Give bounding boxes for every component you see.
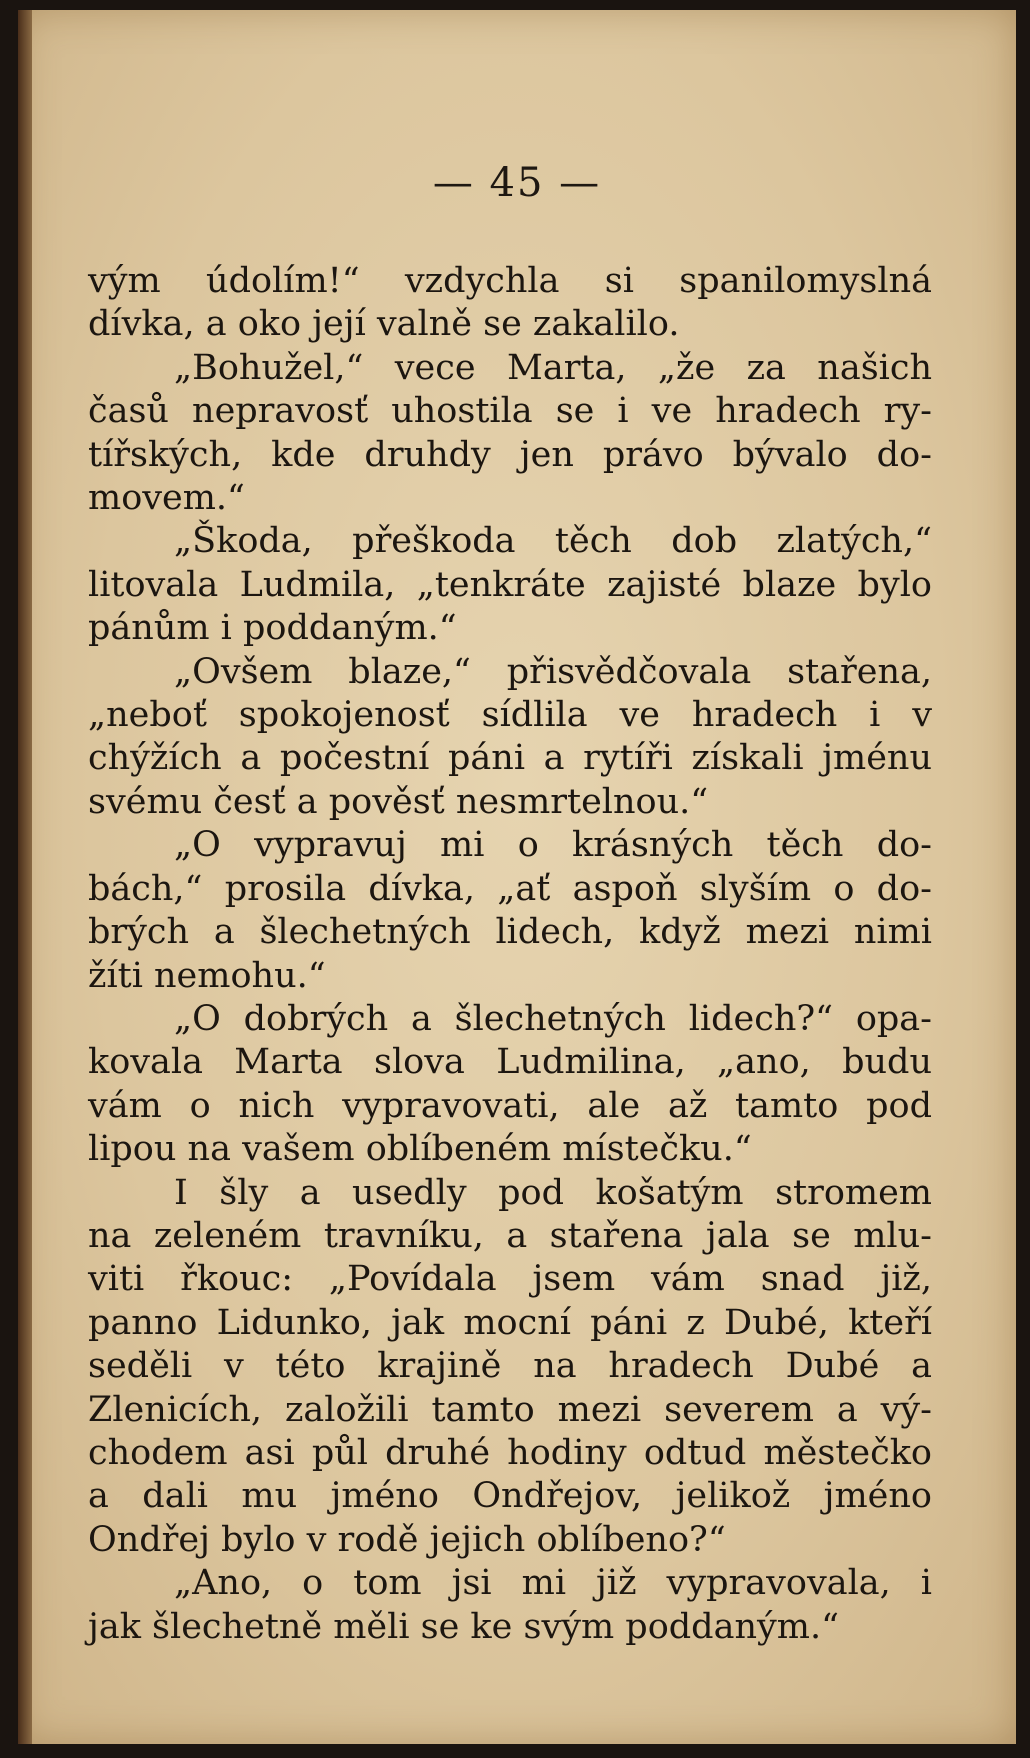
- text-line: seděli v této krajině na hradech Dubé a: [88, 1346, 932, 1387]
- text-line: Zlenicích, založili tamto mezi severem a vý-: [88, 1389, 932, 1430]
- text-line: a dali mu jméno Ondřejov, jelikož jméno: [88, 1476, 932, 1517]
- text-line: časů nepravosť uhostila se i ve hradech ry-: [88, 391, 932, 432]
- text-line: vým údolím!“ vzdychla si spanilomyslná: [88, 261, 932, 301]
- text-line: pánům i poddaným.“: [88, 608, 457, 649]
- text-line: dívka, a oko její valně se zakalilo.: [88, 304, 680, 345]
- page-number: — 45 —: [432, 160, 602, 206]
- text-line: na zeleném travníku, a stařena jala se mlu-: [88, 1215, 932, 1256]
- text-line: panno Lidunko, jak mocní páni z Dubé, kteří: [88, 1302, 932, 1343]
- text-line: lipou na vašem oblíbeném místečku.“: [88, 1129, 752, 1170]
- text-line: viti řkouc: „Povídala jsem vám snad již,: [88, 1259, 932, 1300]
- text-line: kovala Marta slova Ludmilina, „ano, budu: [88, 1042, 932, 1083]
- text-line: jak šlechetně měli se ke svým poddaným.“: [88, 1606, 839, 1647]
- text-line: movem.“: [88, 478, 245, 519]
- book-page: [18, 10, 1016, 1744]
- text-line: chýžích a počestní páni a rytíři získali jménu: [88, 738, 932, 779]
- text-line: „Škoda, přeškoda těch dob zlatých,“: [174, 521, 932, 562]
- text-line: „Ano, o tom jsi mi již vypravovala, i: [174, 1563, 932, 1604]
- text-line: chodem asi půl druhé hodiny odtud městečko: [88, 1432, 932, 1473]
- text-line: „O dobrých a šlechetných lidech?“ opa-: [174, 998, 932, 1039]
- text-line: svému česť a pověsť nesmrtelnou.“: [88, 781, 709, 822]
- text-line: bách,“ prosila dívka, „ať aspoň slyším o do-: [88, 868, 932, 909]
- text-line: „Ovšem blaze,“ přisvědčovala stařena,: [174, 651, 932, 692]
- text-line: Ondřej bylo v rodě jejich oblíbeno?“: [88, 1519, 726, 1560]
- text-line: tířských, kde druhdy jen právo bývalo do-: [88, 434, 932, 475]
- text-line: brých a šlechetných lidech, když mezi nimi: [88, 912, 932, 953]
- page-spine-edge: [18, 10, 32, 1744]
- text-line: litovala Ludmila, „tenkráte zajisté blaze bylo: [88, 564, 932, 605]
- text-line: vám o nich vypravovati, ale až tamto pod: [88, 1085, 932, 1126]
- text-line: žíti nemohu.“: [88, 955, 326, 996]
- text-line: „Bohužel,“ vece Marta, „že za našich: [174, 347, 932, 388]
- text-line: „O vypravuj mi o krásných těch do-: [174, 825, 932, 866]
- text-line: I šly a usedly pod košatým stromem: [174, 1172, 932, 1213]
- text-line: „neboť spokojenosť sídlila ve hradech i v: [88, 695, 932, 736]
- body-text: [88, 260, 932, 1649]
